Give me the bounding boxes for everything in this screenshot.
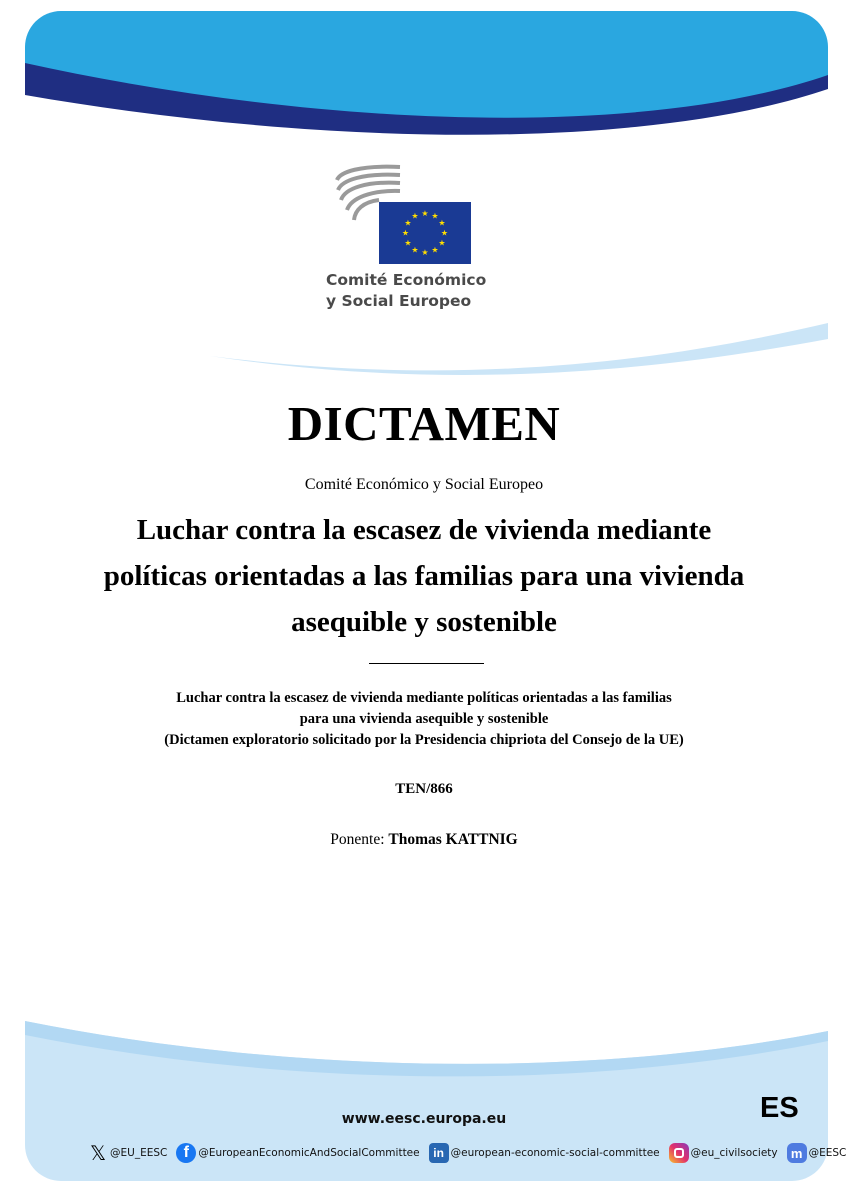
svg-text:★: ★: [411, 211, 419, 221]
social-handle: @EU_EESC: [110, 1147, 168, 1159]
rapporteur: [0, 831, 848, 849]
subtitle-line-1: Luchar contra la escasez de vivienda mediante políticas orientadas a las familias: [176, 690, 672, 706]
social-mastodon[interactable]: [787, 1143, 847, 1163]
logo-wordmark: [326, 270, 526, 312]
social-handle: @eu_civilsociety: [690, 1147, 778, 1159]
svg-text:★: ★: [421, 209, 429, 218]
middle-wave-decoration: [25, 311, 828, 391]
mastodon-icon: m: [787, 1143, 807, 1163]
linkedin-icon: in: [429, 1143, 449, 1163]
document-type-heading: DICTAMEN: [287, 396, 561, 451]
rapporteur-name: Thomas KATTNIG: [388, 831, 518, 848]
social-instagram[interactable]: [669, 1143, 778, 1163]
subtitle-line-2: para una vivienda asequible y sostenible: [299, 711, 549, 727]
committee-name: Comité Económico y Social Europeo: [304, 476, 544, 493]
document-subtitle: [90, 688, 758, 751]
website-link[interactable]: www.eesc.europa.eu: [341, 1111, 507, 1127]
logo-line-2: y Social Europeo: [326, 292, 472, 310]
svg-text:★: ★: [411, 245, 419, 255]
language-code: ES: [760, 1092, 799, 1124]
svg-text:★: ★: [438, 218, 446, 228]
facebook-icon: f: [176, 1143, 196, 1163]
social-handle: @EESC: [808, 1147, 847, 1159]
logo-line-1: Comité Económico: [326, 271, 487, 289]
top-wave-decoration: [25, 11, 828, 151]
svg-text:★: ★: [438, 238, 446, 248]
subtitle-line-3: (Dictamen exploratorio solicitado por la Presidencia chipriota del Consejo de la UE): [164, 732, 684, 748]
social-handle: @european-economic-social-committee: [450, 1147, 660, 1159]
document-reference: TEN/866: [395, 781, 453, 797]
social-linkedin[interactable]: [429, 1143, 660, 1163]
social-handle: @EuropeanEconomicAndSocialCommittee: [198, 1147, 420, 1159]
svg-text:★: ★: [431, 245, 439, 255]
svg-text:★: ★: [404, 218, 412, 228]
rapporteur-label: Ponente:: [330, 831, 385, 848]
instagram-icon: [669, 1143, 689, 1163]
social-x[interactable]: [88, 1143, 167, 1163]
svg-text:★: ★: [401, 228, 410, 238]
social-facebook[interactable]: [176, 1143, 419, 1163]
social-links: [88, 1140, 848, 1166]
svg-text:★: ★: [404, 238, 412, 248]
x-icon: 𝕏: [89, 1142, 107, 1165]
title-divider: [369, 663, 484, 664]
svg-text:★: ★: [440, 228, 449, 238]
svg-text:★: ★: [431, 211, 439, 221]
svg-text:★: ★: [421, 248, 429, 257]
document-title: Luchar contra la escasez de vivienda mediante políticas orientadas a las familias para una vivienda asequible y sostenible: [103, 514, 745, 638]
